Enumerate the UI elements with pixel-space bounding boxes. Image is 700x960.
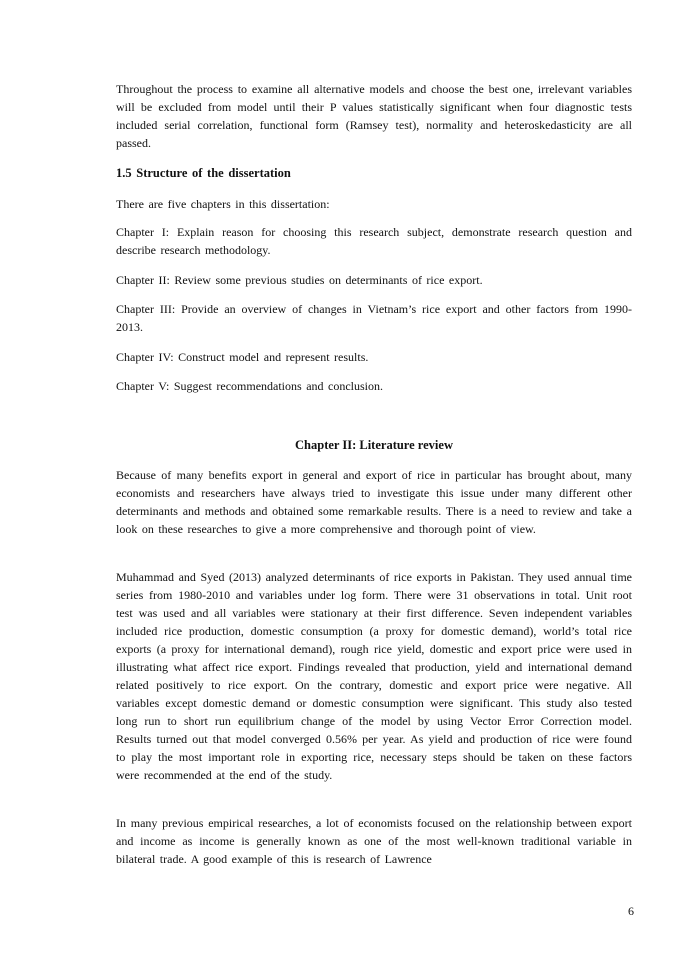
chapter-item: Chapter I: Explain reason for choosing this research subject, demonstrate research question and describe research methodology. (116, 225, 632, 257)
structure-intro: There are five chapters in this dissertation: (116, 197, 330, 211)
chapter-title: Chapter II: Literature review (295, 438, 453, 452)
intro-paragraph: Throughout the process to examine all alternative models and choose the best one, irrelevant variables will be excluded from model until their P values statistically significant when four diagnostic tests included serial correlation, functional form (Ramsey test), normality and heteroskedasticity are all passed. (116, 82, 632, 150)
body-paragraph: Because of many benefits export in general and export of rice in particular has brought about, many economists and researchers have always tried to investigate this issue under many different other determinants and methods and obtained some remarkable results. There is a need to review and take a look on these researches to give a more comprehensive and thorough point of view. (116, 468, 632, 536)
chapter-item: Chapter V: Suggest recommendations and conclusion. (116, 379, 384, 393)
chapter-item: Chapter II: Review some previous studies on determinants of rice export. (116, 273, 483, 287)
body-paragraph: Muhammad and Syed (2013) analyzed determinants of rice exports in Pakistan. They used annual time series from 1980-2010 and variables under log form. There were 31 observations in total. Unit root test was used and all variables were stationary at their first difference. Seven independent variables included rice production, domestic consumption (a proxy for domestic demand), world’s total rice exports (a proxy for international demand), rough rice yield, domestic and export price were used in illustrating what affect rice export. Findings revealed that production, yield and international demand related positively to rice export. On the contrary, domestic and export price were negative. All variables except domestic demand or domestic consumption were significant. This study also tested long run to short run equilibrium change of the model by using Vector Error Correction model. Results turned out that model converged 0.56% per year. As yield and production of rice were found to play the most important role in exporting rice, necessary steps should be taken on these factors were recommended at the end of the study. (116, 570, 632, 782)
chapter-item: Chapter III: Provide an overview of changes in Vietnam’s rice export and other factors from 1990-2013. (116, 302, 632, 334)
section-heading: 1.5 Structure of the dissertation (116, 166, 291, 180)
body-paragraph: In many previous empirical researches, a lot of economists focused on the relationship between export and income as income is generally known as one of the most well-known traditional variable in bilateral trade. A good example of this is research of Lawrence (116, 816, 632, 866)
chapter-item: Chapter IV: Construct model and represent results. (116, 350, 369, 364)
page-number: 6 (628, 904, 634, 918)
